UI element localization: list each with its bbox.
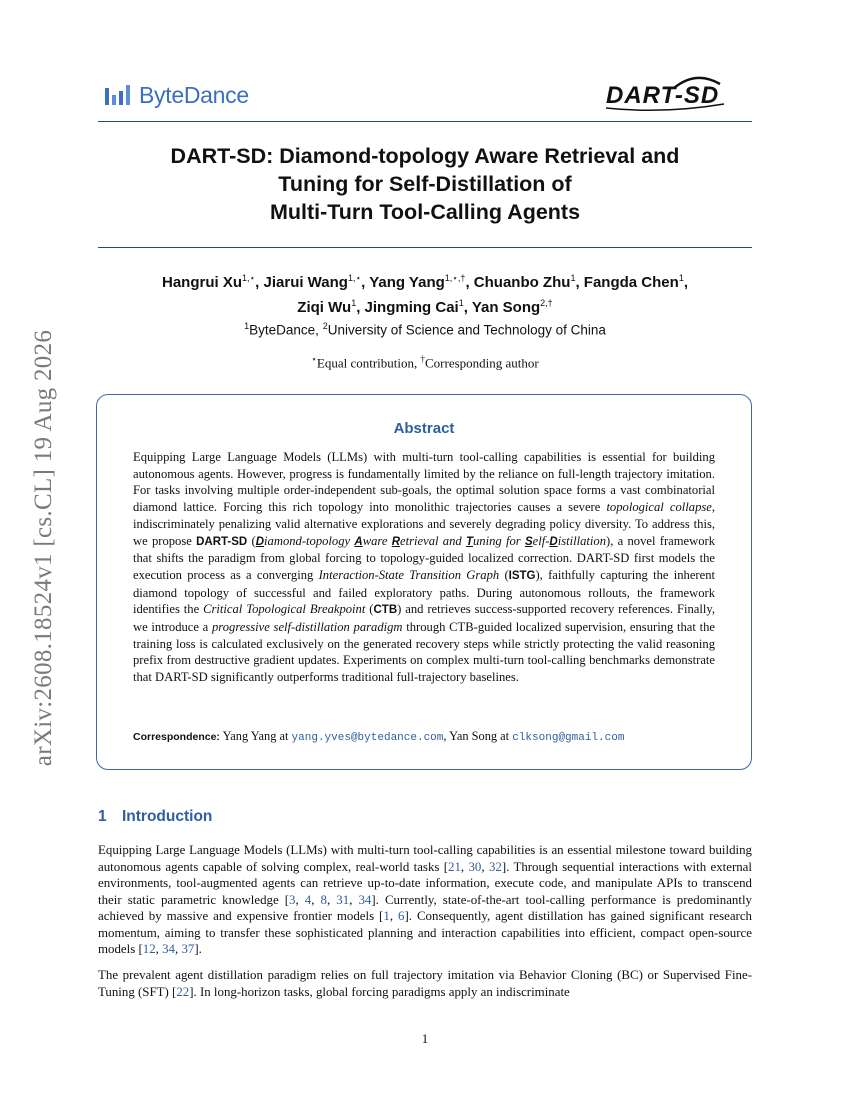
section-heading-introduction: [98, 808, 212, 826]
affiliation-mark: 2: [322, 321, 328, 331]
author-name: Chuanbo Zhu: [473, 274, 571, 291]
citation-link[interactable]: 1: [383, 909, 390, 923]
equal-contribution-mark: ⋆: [311, 354, 317, 364]
author-mark: 1: [351, 298, 357, 308]
header-rule: [98, 121, 752, 122]
author-name: Ziqi Wu: [297, 299, 352, 316]
affiliation-mark: 1: [244, 321, 250, 331]
bytedance-logo-icon: [105, 85, 131, 107]
citation-link[interactable]: 3: [289, 892, 296, 907]
title-line: Multi-Turn Tool-Calling Agents: [269, 200, 581, 224]
affiliation-name: University of Science and Technology of China: [327, 322, 606, 338]
citation-link[interactable]: 12: [142, 942, 156, 956]
arxiv-stamp: arXiv:2608.18524v1 [cs.CL] 19 Aug 2026: [30, 329, 57, 767]
title-line: Tuning for Self-Distillation of: [278, 172, 572, 196]
author-mark: 1: [678, 273, 684, 283]
author-mark: 1,⋆: [242, 273, 256, 283]
author-list: Hangrui $Xu^{1,⋆}$, Jiarui Wang$^{1,⋆}$, Yang Yang$^{1,⋆,\dagger}$, Chuanbo Zhu$^1$, Fangda Chen$^1$, Ziqi Wu$^1$, Jingming Cai$^1$, Yan Song$^{2,\dagger}$: [162, 273, 688, 316]
author-name: Yan Song: [471, 299, 541, 316]
dart-sd-logo-text: DART-SD: [606, 82, 720, 109]
citation-link[interactable]: 34: [358, 892, 372, 907]
affiliation-name: ByteDance: [249, 322, 316, 338]
section-title: Introduction: [122, 808, 213, 825]
equal-contribution-note: Equal contribution: [316, 355, 415, 371]
citation-link[interactable]: 32: [488, 859, 502, 874]
author-name: Fangda Chen: [583, 274, 679, 291]
page-number: 1: [421, 1031, 429, 1046]
author-mark: 2,†: [540, 298, 553, 308]
author-name: Jiarui Wang: [263, 274, 348, 291]
abstract-body: Equipping Large Language Models (LLMs) with multi-turn tool-calling capabilities is essential for building autonomous agents. However, progress is fundamentally limited by the reliance on full-length trajectory imitation. For tasks involving multiple order-independent sub-goals, the optimal solution space forms a vast combinatorial diamond lattice. Forcing this rich topology into monolithic trajectories causes a severe topological collapse, indiscriminately penalizing valid alternative explorations and severely degrading policy diversity. To address this, we propose DART-SD (Diamond-topology Aware Retrieval and Tuning for Self-Distillation), a novel framework that shifts the paradigm from global forcing to topology-guided localized correction. DART-SD first models the execution process as a converging Interaction-State Transition Graph (ISTG), faithfully capturing the inherent diamond topology of successful and failed exploratory paths. During autonomous rollouts, the framework identifies the Critical Topological Breakpoint (CTB) and retrieves success-supported recovery references. Finally, we introduce a progressive self-distillation paradigm through CTB-guided localized supervision, ensuring that the training loss is calculated exclusively on the generated recovery steps while strictly protecting the valid reasoning prefix from destructive gradient updates. Experiments on complex multi-turn tool-calling benchmarks demonstrate that DART-SD significantly outperforms traditional full-trajectory baselines.: [133, 450, 716, 685]
title-rule: [98, 247, 752, 248]
author-name: Hangrui Xu: [162, 274, 243, 291]
author-mark: 1: [570, 273, 576, 283]
author-name: Yang Yang: [369, 274, 445, 291]
citation-link[interactable]: 8: [320, 892, 327, 907]
title-line: DART-SD: Diamond-topology Aware Retrieval and: [170, 144, 680, 168]
bytedance-logo-text: ByteDance: [139, 82, 249, 108]
abstract-heading: Abstract: [393, 420, 455, 437]
email-link[interactable]: yang.yves@bytedance.com: [291, 732, 444, 744]
author-notes: ⋆Equal contribution, †Corresponding author: [311, 354, 539, 371]
citation-link[interactable]: 34: [162, 942, 175, 956]
email-link[interactable]: clksong@gmail.com: [512, 732, 625, 744]
section-number: 1: [98, 808, 107, 825]
citation-link[interactable]: 31: [336, 892, 350, 907]
abstract-box: [96, 394, 752, 770]
citation-link[interactable]: 22: [176, 984, 190, 999]
citation-link[interactable]: 30: [468, 859, 482, 874]
intro-paragraph-2: The prevalent agent distillation paradigm relies on full trajectory imitation via Behavior Cloning (BC) or Supervised Fine-Tuning (SFT) [22]. In long-horizon tasks, global forcing paradigms apply an indiscriminate: [98, 968, 752, 999]
author-mark: 1: [458, 298, 464, 308]
author-name: Jingming Cai: [364, 299, 459, 316]
affiliations: $^1$ByteDance, $^2$University of Science and Technology of China: [244, 321, 606, 338]
corresponding-author-note: Corresponding author: [425, 355, 539, 371]
paper-title: [98, 142, 752, 226]
author-mark: 1,⋆,†: [444, 273, 466, 283]
citation-link[interactable]: 6: [398, 909, 405, 923]
citation-link[interactable]: 4: [304, 892, 312, 907]
citation-link[interactable]: 37: [181, 942, 195, 956]
citation-link[interactable]: 21: [448, 859, 461, 874]
intro-paragraph-1: Equipping Large Language Models (LLMs) with multi-turn tool-calling capabilities is an essential milestone toward building autonomous agents capable of solving complex, real-world tasks [21, 30, 32]. Through sequential interactions with external environments, tool-augmented agents can retrieve up-to-date information, execute code, and manipulate APIs to transcend their static parametric knowledge [3, 4, 8, 31, 34]. Currently, state-of-the-art tool-calling performance is predominantly achieved by massive and expensive frontier models [1, 6]. Consequently, agent distillation has gained significant research momentum, aiming to transfer these sophisticated planning and interaction capabilities into efficient, compact open-source models [12, 34, 37].: [98, 843, 752, 956]
correspondence-line: Correspondence: Yang Yang at yang.yves@bytedance.com, Yan Song at clksong@gmail.com: [133, 729, 625, 744]
correspondence-label: Correspondence:: [133, 731, 220, 743]
corresponding-author-mark: †: [420, 354, 426, 364]
method-name: DART-SD: [196, 535, 248, 548]
bytedance-logo: [105, 84, 275, 108]
author-mark: 1,⋆: [347, 273, 362, 283]
dart-sd-logo: [604, 74, 752, 114]
